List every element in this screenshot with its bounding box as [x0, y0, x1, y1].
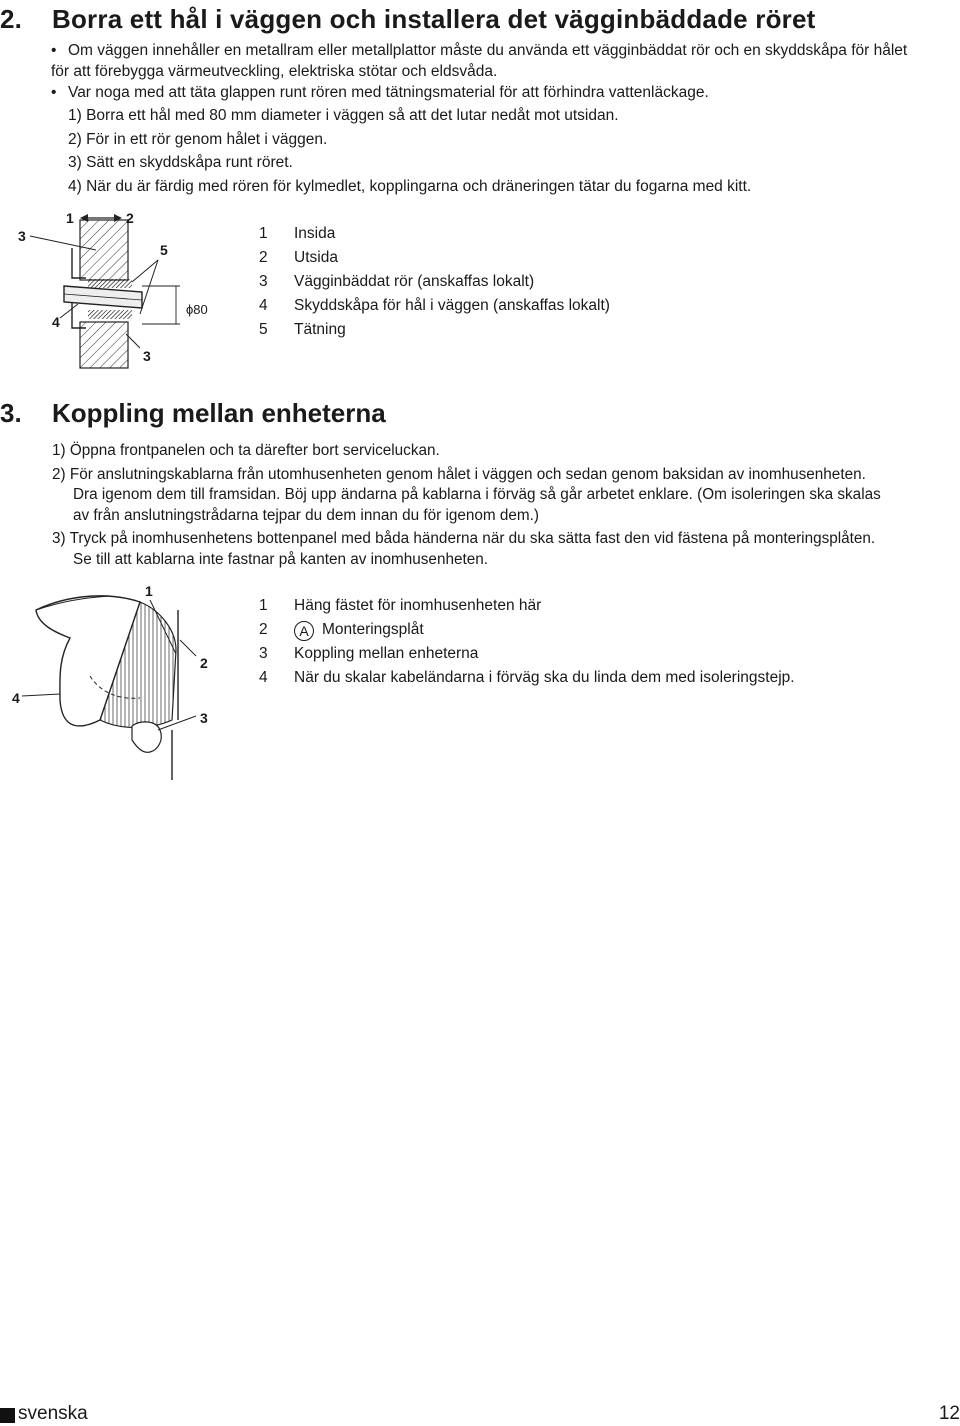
section-title: Borra ett hål i väggen och installera det vägginbäddade röret: [52, 4, 816, 34]
bullet-item: [51, 82, 709, 104]
figure-label-4: 4: [12, 690, 20, 706]
section-3-heading: [0, 398, 386, 429]
figure-label-3: 3: [200, 710, 208, 726]
legend-number: 5: [259, 321, 268, 338]
figure-label-4: 4: [52, 314, 60, 330]
step-text: 3) Tryck på inomhusenhetens bottenpanel med båda händerna när du ska sätta fast den vid fästena på monteringsplåten.: [52, 530, 876, 547]
seal-bottom: [88, 310, 132, 319]
legend-number: 4: [259, 297, 268, 314]
legend-text: Koppling mellan enheterna: [294, 645, 479, 662]
diameter-label: ϕ80: [186, 302, 208, 317]
step-item: 3) Sätt en skyddskåpa runt röret.: [68, 154, 293, 171]
legend-text-with-badge: [294, 621, 424, 641]
section-2-bullet-2: [51, 82, 709, 104]
bullet-dot-icon: •: [51, 84, 57, 101]
step-text: 1) Öppna frontpanelen och ta därefter bort serviceluckan.: [52, 442, 440, 459]
step-item: [52, 529, 881, 570]
legend-number: 4: [259, 669, 268, 686]
leader-4: [60, 304, 78, 318]
step-item: 1) Borra ett hål med 80 mm diameter i väggen så att det lutar nedåt mot utsidan.: [68, 107, 619, 124]
legend-number: 2: [259, 249, 268, 266]
legend-number: 1: [259, 225, 268, 242]
wall-lower: [80, 322, 128, 368]
hand: [132, 722, 161, 752]
footer-square-icon: [0, 1408, 15, 1423]
wall-upper: [80, 220, 128, 280]
section-2-heading: [0, 4, 815, 35]
seal-top: [88, 279, 132, 288]
step-continuation: Dra igenom dem till framsidan. Böj upp ändarna på kablarna i förväg så går arbetet enklare. (Om isoleringen ska skalas: [73, 486, 881, 503]
section-2-steps: [68, 104, 751, 198]
page-number: 12: [938, 1403, 960, 1424]
legend-number: 3: [259, 273, 268, 290]
circled-a-badge: A: [294, 621, 314, 641]
figure-label-2: 2: [200, 655, 208, 671]
bullet-line: Om väggen innehåller en metallram eller metallplattor måste du använda ett vägginbäddat rör och en skyddskåpa för hålet: [68, 42, 908, 59]
legend-text: Monteringsplåt: [322, 621, 424, 638]
legend-text: Skyddskåpa för hål i väggen (anskaffas lokalt): [294, 297, 610, 314]
step-text: 2) För anslutningskablarna från utomhusenheten genom hålet i väggen och sedan genom baksidan av inomhusenheten.: [52, 465, 866, 483]
legend-text: Häng fästet för inomhusenheten här: [294, 597, 542, 614]
legend-number: 2: [259, 621, 268, 638]
bullet-item: [51, 40, 908, 62]
bullet-line: för att förebygga värmeutveckling, elektriska stötar och eldsvåda.: [51, 63, 498, 80]
step-item: [52, 441, 881, 462]
step-continuation: Se till att kablarna inte fastnar på kanten av inomhusenheten.: [73, 550, 488, 568]
section-number: 3.: [0, 398, 22, 428]
section-2-bullets: [51, 40, 908, 62]
section-title: Koppling mellan enheterna: [52, 398, 386, 428]
legend-number: 3: [259, 645, 268, 662]
legend-text: Utsida: [294, 249, 338, 266]
figure-label-2: 2: [126, 210, 134, 226]
leader-2: [180, 640, 196, 656]
section-number: 2.: [0, 4, 23, 34]
step-item: [52, 465, 881, 527]
legend-text: Tätning: [294, 321, 346, 338]
figure-label-3b: 3: [143, 348, 151, 364]
leader-4: [22, 694, 60, 696]
figure-label-1: 1: [66, 210, 74, 226]
step-continuation: av från anslutningstrådarna tejpar du dem innan du för igenom dem.): [73, 506, 539, 524]
legend-text: Vägginbäddat rör (anskaffas lokalt): [294, 273, 535, 290]
figure-label-3: 3: [18, 228, 26, 244]
figure-label-5: 5: [160, 242, 168, 258]
legend-text: När du skalar kabeländarna i förväg ska du linda dem med isoleringstejp.: [294, 669, 795, 686]
section-3-steps: [52, 441, 881, 573]
bullet-dot-icon: •: [51, 42, 57, 59]
figure-label-1: 1: [145, 583, 153, 599]
indoor-unit-diagram: [0, 580, 240, 780]
wall-pipe-diagram: [0, 200, 230, 380]
step-item: 4) När du är färdig med rören för kylmedlet, kopplingarna och dräneringen tätar du fogarna med kitt.: [68, 177, 752, 195]
legend-number: 1: [259, 597, 268, 614]
bullet-continuation: [51, 61, 498, 83]
legend-text: Insida: [294, 225, 336, 242]
step-item: 2) För in ett rör genom hålet i väggen.: [68, 130, 328, 148]
bullet-line: Var noga med att täta glappen runt rören med tätningsmaterial för att förhindra vattenläckage.: [68, 84, 709, 101]
footer-language: svenska: [18, 1403, 88, 1424]
